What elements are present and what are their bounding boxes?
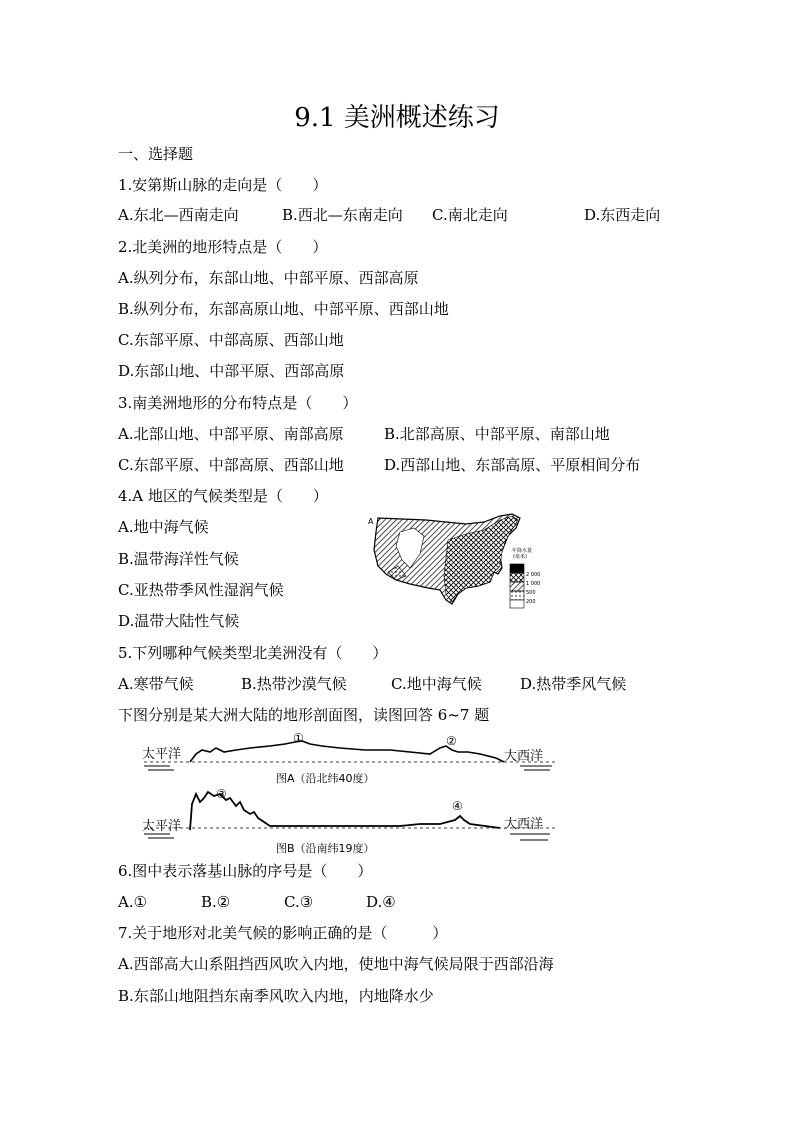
question-2-option-a: A.纵列分布，东部山地、中部平原、西部高原 — [118, 269, 419, 287]
question-4-stem: 4.A 地区的气候类型是（ ） — [118, 487, 328, 505]
profile-b-figure — [140, 786, 560, 858]
question-4-option-d: D.温带大陆性气候 — [118, 612, 240, 630]
question-7-option-b: B.东部山地阻挡东南季风吹入内地，内地降水少 — [118, 987, 434, 1005]
question-4-option-b: B.温带海洋性气候 — [118, 550, 239, 568]
question-5-option-b: B.热带沙漠气候 — [241, 675, 347, 693]
profile-a-mark-2: ② — [446, 734, 457, 748]
question-3-option-c: C.东部平原、中部高原、西部山地 — [118, 456, 344, 474]
question-1-stem: 1.安第斯山脉的走向是（ ） — [118, 176, 328, 194]
profile-a-left-label: 太平洋 — [142, 747, 182, 762]
figure-intro: 下图分别是某大洲大陆的地形剖面图，读图回答 6~7 题 — [118, 706, 490, 724]
question-3-option-a: A.北部山地、中部平原、南部高原 — [118, 425, 344, 443]
point-a-label: A — [368, 517, 374, 526]
profile-b-mark-3: ③ — [216, 787, 227, 801]
legend-value-2: 1 000 — [526, 581, 541, 587]
profile-a-caption: 图A（沿北纬40度） — [276, 772, 375, 785]
question-2-option-d: D.东部山地、中部平原、西部高原 — [118, 362, 345, 380]
question-5-option-c: C.地中海气候 — [391, 675, 482, 693]
profile-b-left-label: 太平洋 — [142, 819, 182, 834]
legend-swatch-5 — [510, 600, 524, 608]
legend-title-line2: (毫米) — [513, 554, 527, 560]
profile-b-mark-4: ④ — [452, 799, 463, 813]
legend-title-line1: 年降水量 — [512, 548, 533, 554]
profile-b-sea-waves — [144, 834, 550, 840]
question-6-option-b: B.② — [201, 893, 231, 911]
profile-b-right-label: 大西洋 — [504, 817, 544, 832]
page-title: 9.1 美洲概述练习 — [294, 103, 500, 133]
precipitation-map — [366, 510, 546, 612]
legend-swatch-3 — [510, 582, 524, 591]
profile-a-sea-waves — [144, 766, 552, 770]
question-7-option-a: A.西部高大山系阻挡西风吹入内地，使地中海气候局限于西部沿海 — [118, 955, 554, 973]
legend-value-4: 200 — [526, 599, 536, 605]
profile-a-right-label: 大西洋 — [504, 749, 544, 764]
profile-a-terrain — [190, 741, 504, 762]
question-6-option-c: C.③ — [284, 893, 314, 911]
question-1-option-c: C.南北走向 — [432, 206, 508, 224]
question-7-stem: 7.关于地形对北美气候的影响正确的是（ ） — [118, 924, 448, 942]
profile-a-figure — [140, 728, 560, 788]
profile-a-mark-1: ① — [293, 731, 304, 745]
question-4-option-c: C.亚热带季风性湿润气候 — [118, 581, 284, 599]
question-2-option-b: B.纵列分布，东部高原山地、中部平原、西部山地 — [118, 300, 449, 318]
question-5-option-a: A.寒带气候 — [118, 675, 194, 693]
question-5-option-d: D.热带季风气候 — [520, 675, 627, 693]
question-1-option-d: D.东西走向 — [584, 206, 661, 224]
question-6-stem: 6.图中表示落基山脉的序号是（ ） — [118, 862, 373, 880]
section-heading: 一、选择题 — [118, 145, 194, 163]
question-6-option-d: D.④ — [366, 893, 396, 911]
question-2-option-c: C.东部平原、中部高原、西部山地 — [118, 331, 344, 349]
legend-value-3: 500 — [526, 590, 536, 596]
question-1-option-a: A.东北—西南走向 — [118, 206, 239, 224]
legend-value-1: 2 000 — [526, 572, 541, 578]
question-3-option-b: B.北部高原、中部平原、南部山地 — [384, 425, 610, 443]
question-6-option-a: A.① — [118, 893, 148, 911]
profile-b-caption: 图B（沿南纬19度） — [276, 842, 375, 855]
question-5-stem: 5.下列哪种气候类型北美洲没有（ ） — [118, 644, 388, 662]
question-1-option-b: B.西北—东南走向 — [282, 206, 403, 224]
legend-swatch-1 — [510, 564, 524, 573]
question-3-stem: 3.南美洲地形的分布特点是（ ） — [118, 394, 358, 412]
question-2-stem: 2.北美洲的地形特点是（ ） — [118, 238, 328, 256]
question-4-option-a: A.地中海气候 — [118, 518, 209, 536]
legend-swatch-4 — [510, 591, 524, 600]
question-3-option-d: D.西部山地、东部高原、平原相间分布 — [384, 456, 641, 474]
legend-swatch-2 — [510, 573, 524, 582]
